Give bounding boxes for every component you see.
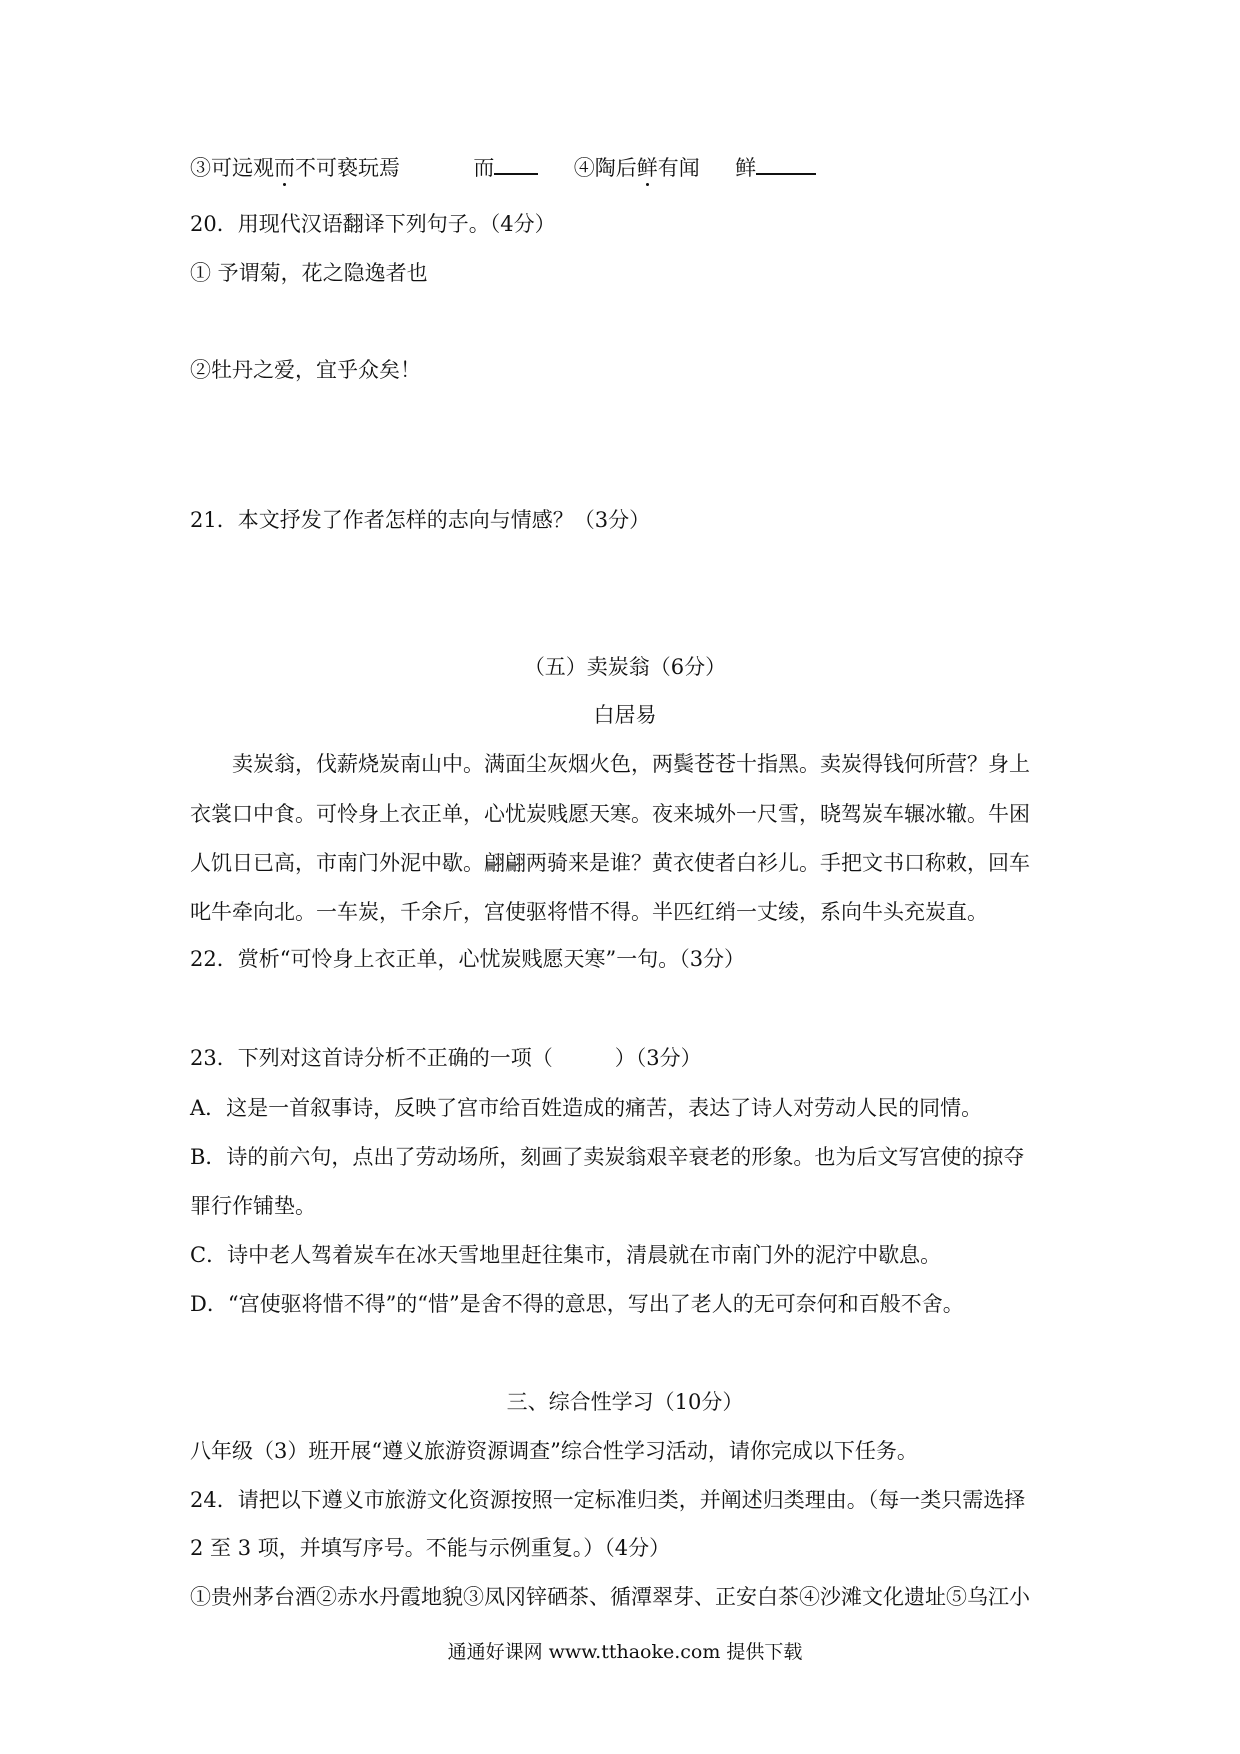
q19-item3-dotted-char: 而 — [274, 156, 295, 180]
q20-sentence-2: ②牡丹之爱，宜乎众矣！ — [190, 358, 421, 382]
q19-item3-post: 不可亵玩焉 — [295, 156, 400, 180]
poem-line-4: 叱牛牵向北。一车炭，千余斤，宫使驱将惜不得。半匹红绡一丈绫，系向牛头充炭直。 — [190, 900, 988, 924]
q19-item3-key: 而 — [473, 156, 495, 180]
q23-option-b-cont: 罪行作铺垫。 — [190, 1194, 316, 1218]
q19-item3-blank[interactable] — [494, 153, 538, 175]
q23-option-d: D．“宫使驱将惜不得”的“惜”是舍不得的意思，写出了老人的无可奈何和百般不舍。 — [190, 1292, 964, 1316]
poem-author: 白居易 — [593, 703, 657, 727]
q19-item4-pre: ④陶后 — [573, 156, 637, 180]
poem-heading: （五）卖炭翁（6分） — [523, 655, 727, 679]
q19-item4-blank[interactable] — [756, 153, 816, 175]
q20-sentence-1: ① 予谓菊，花之隐逸者也 — [190, 261, 428, 285]
q22-title: 22．赏析“可怜身上衣正单，心忧炭贱愿天寒”一句。（3分） — [190, 947, 746, 971]
poem-line-1: 卖炭翁，伐薪烧炭南山中。满面尘灰烟火色，两鬓苍苍十指黑。卖炭得钱何所营？身上 — [232, 752, 1030, 776]
q19-item3-pre: ③可远观 — [190, 156, 274, 180]
q24-line-3: ①贵州茅台酒②赤水丹霞地貌③凤冈锌硒茶、循潭翠芽、正安白茶④沙滩文化遗址⑤乌江小 — [190, 1585, 1030, 1609]
q19-item4-post: 有闻 — [657, 156, 700, 180]
section3-intro: 八年级（3）班开展“遵义旅游资源调查”综合性学习活动，请你完成以下任务。 — [190, 1439, 918, 1463]
q24-line-1: 24．请把以下遵义市旅游文化资源按照一定标准归类，并阐述归类理由。（每一类只需选择 — [190, 1488, 1026, 1512]
q21-title: 21．本文抒发了作者怎样的志向与情感？（3分） — [190, 508, 651, 532]
poem-line-2: 衣裳口中食。可怜身上衣正单，心忧炭贱愿天寒。夜来城外一尺雪，晓驾炭车辗冰辙。牛困 — [190, 802, 1030, 826]
q23-title-pre: 23．下列对这首诗分析不正确的一项（ — [190, 1046, 553, 1070]
q19-item4-key: 鲜 — [735, 156, 757, 180]
page-footer: 通通好课网 www.tthaoke.com 提供下载 — [447, 1641, 803, 1663]
q23-option-c: C．诗中老人驾着炭车在冰天雪地里赶往集市，清晨就在市南门外的泥泞中歇息。 — [190, 1243, 942, 1267]
poem-line-3: 人饥日已高，市南门外泥中歇。翩翩两骑来是谁？黄衣使者白衫儿。手把文书口称敕，回车 — [190, 851, 1030, 875]
q20-title: 20．用现代汉语翻译下列句子。（4分） — [190, 212, 556, 236]
q23-title-post: ）（3分） — [614, 1046, 702, 1070]
section3-heading: 三、综合性学习（10分） — [506, 1390, 744, 1414]
q23-option-b: B．诗的前六句，点出了劳动场所，刻画了卖炭翁艰辛衰老的形象。也为后文写宫使的掠夺 — [190, 1145, 1025, 1169]
q23-option-a: A．这是一首叙事诗，反映了宫市给百姓造成的痛苦，表达了诗人对劳动人民的同情。 — [190, 1096, 983, 1120]
q19-item4-dotted-char: 鲜 — [636, 156, 658, 180]
q23-title — [190, 1043, 1060, 1073]
q24-line-2: 2 至 3 项，并填写序号。不能与示例重复。）（4分） — [190, 1536, 671, 1560]
q19-answer-line — [190, 153, 1060, 183]
